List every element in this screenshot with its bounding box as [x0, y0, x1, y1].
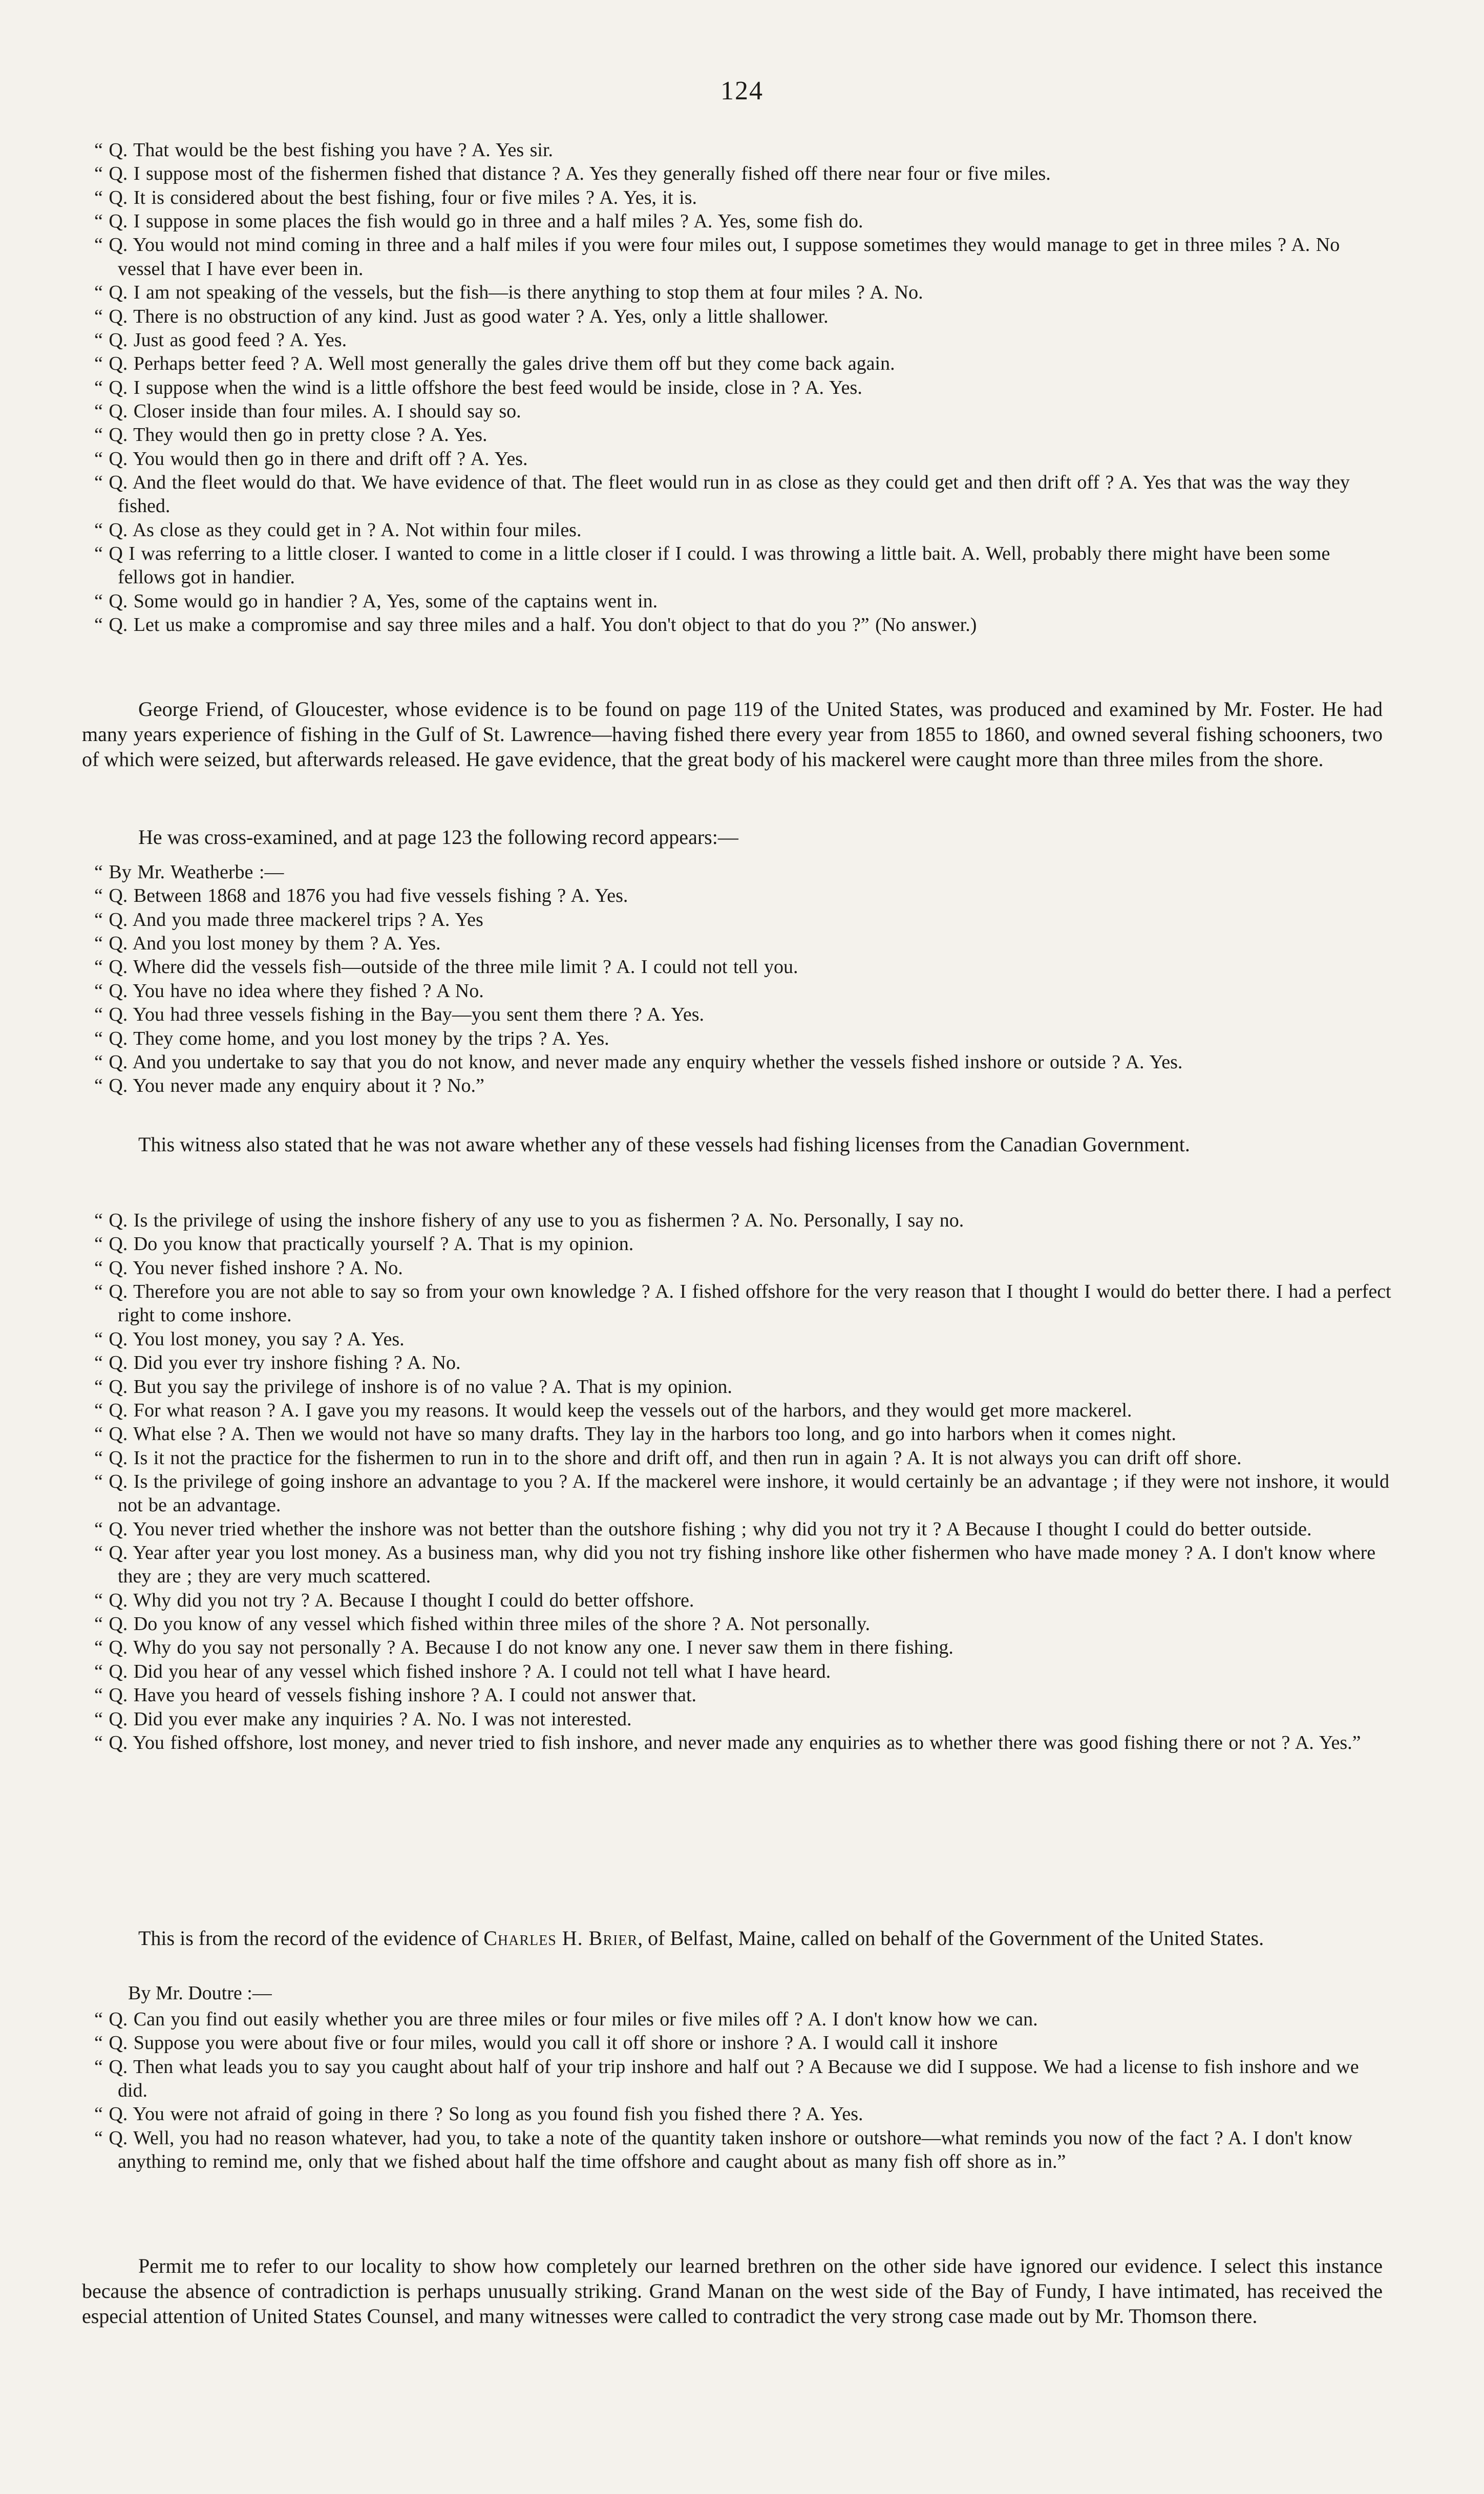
testimony-block-2: [82, 860, 1393, 1098]
paragraph-cross-examined: He was cross-examined, and at page 123 the following record appears:—: [138, 826, 738, 849]
testimony-line: “ Q. Is the privilege of going inshore an advantage to you ? A. If the mackerel were inshore, it would certainly be an advantage ; if they were not inshore, it would not be an advantage.: [94, 1470, 1389, 1516]
testimony-line: “ Q. That would be the best fishing you have ? A. Yes sir.: [94, 139, 554, 161]
testimony-line: “ Q. I suppose in some places the fish would go in three and a half miles ? A. Yes, some fish do.: [94, 210, 863, 233]
paragraph-brier-record: This is from the record of the evidence of Charles H. Brier, of Belfast, Maine, called on behalf of the Government of the United States.: [138, 1927, 1264, 1950]
testimony-line: “ Q. Where did the vessels fish—outside of the three mile limit ? A. I could not tell you.: [94, 956, 798, 978]
testimony-line: “ Q. You have no idea where they fished ? A No.: [94, 980, 484, 1002]
testimony-line: “ Q. As close as they could get in ? A. Not within four miles.: [94, 519, 582, 541]
testimony-line: “ Q. And you undertake to say that you do not know, and never made any enquiry whether the vessels fished inshore or outside ? A. Yes.: [94, 1051, 1183, 1073]
paragraph-witness-licenses: This witness also stated that he was not aware whether any of these vessels had fishing licenses from the Canadian Government.: [138, 1133, 1190, 1156]
testimony-line: “ Q. Did you ever try inshore fishing ? A. No.: [94, 1352, 461, 1374]
testimony-line: “ Q. You would then go in there and drift off ? A. Yes.: [94, 448, 528, 470]
testimony-line: “ Q. Why do you say not personally ? A. Because I do not know any one. I never saw them in there fishing.: [94, 1637, 953, 1659]
paragraph-grand-manan: Permit me to refer to our locality to show how completely our learned brethren on the other side have ignored our evidence. I select this instance because the absence of contradiction is perhaps unusually striking. Grand Manan on the west side of the Bay of Fundy, I have intimated, has received the especial attention of United States Counsel, and many witnesses were called to contradict the very strong case made out by Mr. Thomson there.: [82, 2254, 1383, 2328]
testimony-line: “ Q. I suppose most of the fishermen fished that distance ? A. Yes they generally fished off there near four or five miles.: [94, 163, 1051, 185]
testimony-line: “ Q. What else ? A. Then we would not have so many drafts. They lay in the harbors too long, and go into harbors when it comes night.: [94, 1423, 1176, 1445]
page-number: 124: [720, 76, 764, 105]
testimony-line: “ Q. You would not mind coming in three and a half miles if you were four miles out, I suppose sometimes they would manage to get in three miles ? A. No vessel that I have ever been in.: [94, 234, 1340, 280]
testimony-line: “ Q. I suppose when the wind is a little offshore the best feed would be inside, close in ? A. Yes.: [94, 376, 862, 398]
testimony-line: “ Q. There is no obstruction of any kind. Just as good water ? A. Yes, only a little shallower.: [94, 305, 829, 327]
testimony-line: “ Q. Perhaps better feed ? A. Well most generally the gales drive them off but they come back again.: [94, 353, 895, 375]
testimony-line: “ Q. And you made three mackerel trips ? A. Yes: [94, 908, 483, 931]
testimony-line: “ Q. Do you know that practically yourself ? A. That is my opinion.: [94, 1233, 634, 1255]
testimony-line: “ Q. Can you find out easily whether you are three miles or four miles or five miles off ? A. I don't know how we can.: [94, 2009, 1038, 2030]
testimony-line: “ Q. They come home, and you lost money by the trips ? A. Yes.: [94, 1027, 609, 1049]
testimony-line: “ Q. Suppose you were about five or four miles, would you call it off shore or inshore ? A. I would call it inshore: [94, 2032, 998, 2054]
testimony-line: “ Q. You fished offshore, lost money, and never tried to fish inshore, and never made any enquiries as to whether there was good fishing there or not ? A. Yes.”: [94, 1731, 1361, 1753]
testimony-line: “ Q. Closer inside than four miles. A. I should say so.: [94, 400, 521, 422]
testimony-line: “ By Mr. Weatherbe :—: [94, 861, 284, 883]
testimony-line: “ Q. Is it not the practice for the fishermen to run in to the shore and drift off, and then run in again ? A. It is not always you can drift off shore.: [94, 1447, 1242, 1469]
testimony-line: “ Q. It is considered about the best fishing, four or five miles ? A. Yes, it is.: [94, 186, 697, 208]
testimony-block-3: [82, 1209, 1393, 1755]
testimony-line: “ Q. Then what leads you to say you caught about half of your trip inshore and half out ? A Because we did I suppose. We had a license to fish inshore and we did.: [94, 2056, 1359, 2102]
testimony-line: “ Q. Did you ever make any inquiries ? A. No. I was not interested.: [94, 1708, 632, 1730]
testimony-line: “ Q. Let us make a compromise and say three miles and a half. You don't object to that do you ?” (No answer.): [94, 614, 977, 636]
testimony-line: “ Q. You had three vessels fishing in the Bay—you sent them there ? A. Yes.: [94, 1004, 704, 1026]
testimony-line: “ Q. Do you know of any vessel which fished within three miles of the shore ? A. Not personally.: [94, 1613, 871, 1635]
testimony-block-4: [82, 2007, 1393, 2174]
paragraph-george-friend: George Friend, of Gloucester, whose evidence is to be found on page 119 of the United States, was produced and examined by Mr. Foster. He had many years experience of fishing in the Gulf of St. Lawrence—having fished there every year from 1855 to 1860, and owned several fishing schooners, two of which were seized, but afterwards released. He gave evidence, that the great body of his mackerel were caught more than three miles from the shore.: [82, 698, 1383, 771]
testimony-line: “ Q I was referring to a little closer. I wanted to come in a little closer if I could. I was throwing a little bait. A. Well, probably there might have been some fellows got in handier.: [94, 543, 1330, 588]
testimony-line: “ Q. They would then go in pretty close ? A. Yes.: [94, 424, 487, 446]
testimony-line: “ Q. Is the privilege of using the inshore fishery of any use to you as fishermen ? A. No. Personally, I say no.: [94, 1210, 964, 1231]
testimony-line: “ Q. Therefore you are not able to say so from your own knowledge ? A. I fished offshore for the very reason that I thought I would do better there. I had a perfect right to come inshore.: [94, 1281, 1391, 1326]
testimony-block-1: [82, 138, 1393, 637]
testimony-line: “ Q. Well, you had no reason whatever, had you, to take a note of the quantity taken inshore or outshore—what reminds you now of the fact ? A. I don't know anything to remind me, only that we fished about half the time offshore and caught about as many fish off shore as in.”: [94, 2127, 1352, 2173]
testimony-line: “ Q. Between 1868 and 1876 you had five vessels fishing ? A. Yes.: [94, 885, 628, 907]
byline-doutre: By Mr. Doutre :—: [128, 1982, 272, 2004]
testimony-line: “ Q. You lost money, you say ? A. Yes.: [94, 1328, 405, 1350]
testimony-line: “ Q. Some would go in handier ? A, Yes, some of the captains went in.: [94, 590, 658, 612]
testimony-line: “ Q. But you say the privilege of inshore is of no value ? A. That is my opinion.: [94, 1376, 732, 1398]
testimony-line: “ Q. You never made any enquiry about it ? No.”: [94, 1075, 484, 1097]
testimony-line: “ Q. You never tried whether the inshore was not better than the outshore fishing ; why did you not try it ? A Because I thought I could do better outside.: [94, 1518, 1312, 1540]
testimony-line: “ Q. Why did you not try ? A. Because I thought I could do better offshore.: [94, 1589, 694, 1611]
testimony-line: “ Q. For what reason ? A. I gave you my reasons. It would keep the vessels out of the harbors, and they would get more mackerel.: [94, 1399, 1132, 1421]
testimony-line: “ Q. Have you heard of vessels fishing inshore ? A. I could not answer that.: [94, 1684, 697, 1706]
testimony-line: “ Q. You never fished inshore ? A. No.: [94, 1257, 403, 1279]
testimony-line: “ Q. Year after year you lost money. As a business man, why did you not try fishing inshore like other fishermen who have made money ? A. I don't know where they are ; they are very much scattered.: [94, 1542, 1376, 1588]
testimony-line: “ Q. Did you hear of any vessel which fished inshore ? A. I could not tell what I have heard.: [94, 1660, 831, 1682]
testimony-line: “ Q. I am not speaking of the vessels, but the fish—is there anything to stop them at four miles ? A. No.: [94, 282, 923, 304]
testimony-line: “ Q. You were not afraid of going in there ? So long as you found fish you fished there ? A. Yes.: [94, 2103, 863, 2125]
testimony-line: “ Q. And the fleet would do that. We have evidence of that. The fleet would run in as close as they could get and then drift off ? A. Yes that was the way they fished.: [94, 472, 1350, 517]
testimony-line: “ Q. Just as good feed ? A. Yes.: [94, 329, 347, 351]
testimony-line: “ Q. And you lost money by them ? A. Yes.: [94, 933, 441, 955]
witness-name: Charles H. Brier: [483, 1927, 638, 1950]
